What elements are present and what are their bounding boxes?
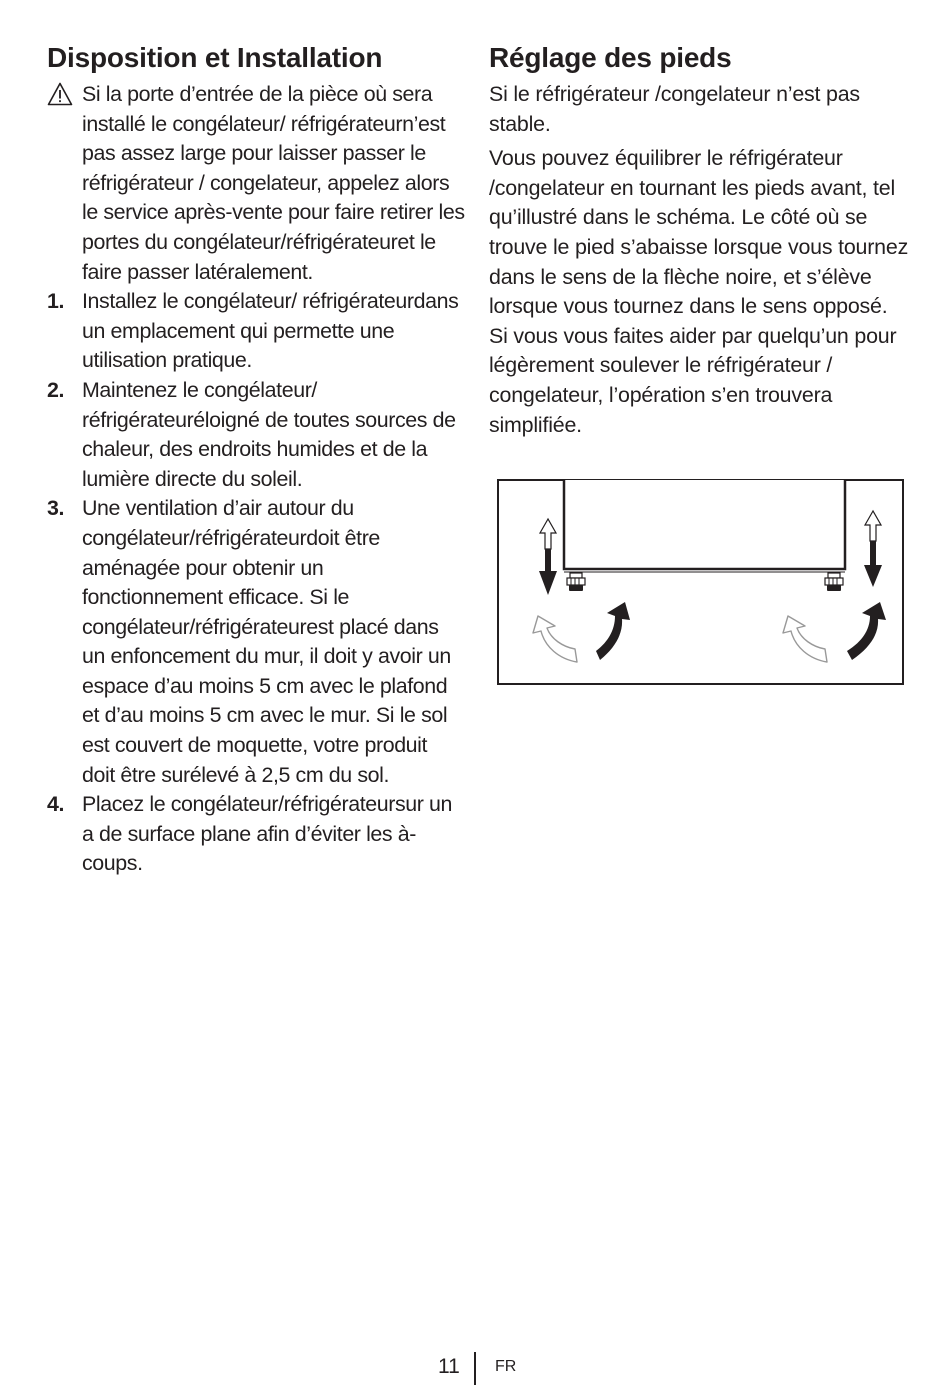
step-text: Placez le congélateur/réfrigérateursur un a de surface plane afin d’éviter les à-coups. [82,792,453,876]
step-text: Installez le congélateur/ réfrigérateurdans un emplacement qui permette une utilisation pratique. [82,289,459,373]
footer-separator [474,1352,476,1385]
warning-note [47,80,465,287]
appliance-body-illustration [564,480,845,572]
installation-heading: Disposition et Installation [47,42,383,73]
step-text: Maintenez le congélateur/ réfrigérateuréloigné de toutes sources de chaleur, des endroits humides et de la lumière directe du soleil. [82,377,456,491]
step-3 [47,494,465,790]
feet-paragraph-1: Si le réfrigérateur /congelateur n’est pas stable. [489,82,860,136]
left-foot-icon [567,573,585,591]
step-1 [47,287,465,376]
warning-text: Si la porte d’entrée de la pièce où sera installé le congélateur/ réfrigérateurn’est pas assez large pour laisser passer le réfrigérateur / congelateur, appelez alors le service après-vente pour faire retirer les portes du congélateur/réfrigérateuret le faire passer latéralement. [82,82,465,284]
right-foot-icon [825,573,843,591]
installation-steps [47,287,465,879]
feet-adjustment-section [489,40,909,445]
step-number: 3. [47,496,65,521]
feet-paragraph-2: Vous pouvez équilibrer le réfrigérateur /congelateur en tournant les pieds avant, tel qu’illustré dans le schéma. Le côté où se trouve le pied s’abaisse lorsque vous tournez dans le sens de la flèche noire, et s’élève lorsque vous tournez dans le sens opposé. Si vous vous faites aider par quelqu’un pour légèrement soulever le réfrigérateur / congelateur, l’opération s’en trouvera simplifiée. [489,146,909,437]
step-number: 2. [47,377,65,402]
warning-triangle-icon [47,82,73,106]
page-number: 11 [438,1355,460,1378]
feet-adjustment-heading: Réglage des pieds [489,42,732,73]
step-text: Une ventilation d’air autour du congélateur/réfrigérateurdoit être aménagée pour obtenir un fonctionnement efficace. Si le congélateur/réfrigérateurest placé dans un enfoncement du mur, il doit y avoir un espace d’au moins 5 cm avec le plafond et d’au moins 5 cm avec le mur. Si le sol est couvert de moquette, votre produit doit être surélevé à 2,5 cm du sol. [82,496,451,787]
page-footer [0,1352,950,1386]
step-number: 4. [47,792,65,817]
step-number: 1. [47,289,65,314]
step-2 [47,376,465,494]
step-4 [47,790,465,879]
language-code: FR [495,1358,517,1375]
feet-adjustment-diagram [497,479,904,685]
installation-section [47,40,465,879]
